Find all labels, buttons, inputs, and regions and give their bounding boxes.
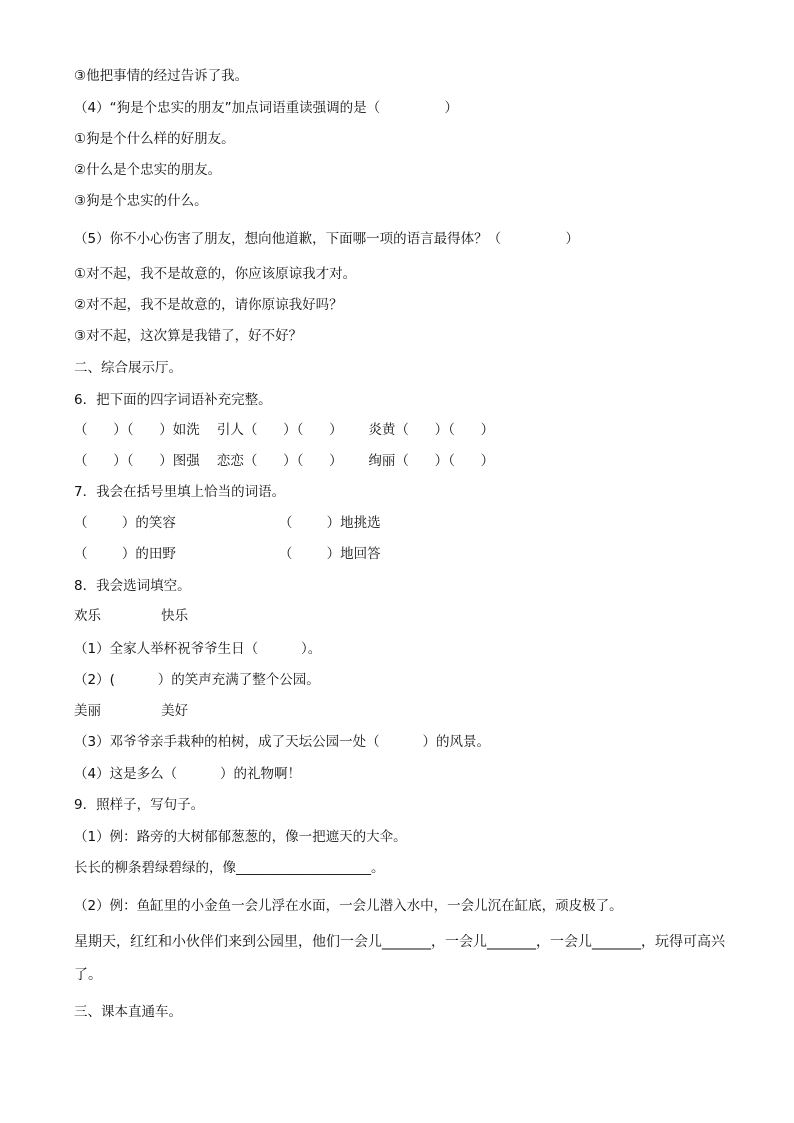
question-5: （5）你不小心伤害了朋友，想向他道歉，下面哪一项的语言最得体？（ ） — [74, 231, 579, 247]
section-2-title: 二、综合展示厅。 — [74, 360, 182, 376]
q7-row-2: （ ）的田野 （ ）地回答 — [74, 546, 381, 562]
q6-row-2: （ ）（ ）图强 恋恋（ ）（ ） 绚丽（ ）（ ） — [74, 453, 495, 469]
section-3-title: 三、课本直通车。 — [74, 1004, 182, 1020]
q8-item-4: （4）这是多么（ ）的礼物啊！ — [74, 766, 302, 782]
q9-fill-1: 长长的柳条碧绿碧绿的，像____________________。 — [74, 860, 385, 876]
q8-word-choices-2: 美丽 美好 — [74, 703, 189, 719]
line-q5-option1: ①对不起，我不是故意的，你应该原谅我才对。 — [74, 266, 357, 282]
question-4: （4）“狗是个忠实的朋友”加点词语重读强调的是（ ） — [74, 100, 458, 116]
q7-row-1: （ ）的笑容 （ ）地挑选 — [74, 515, 381, 531]
q9-fill-2-line-1: 星期天，红红和小伙伴们来到公园里，他们一会儿_______，一会儿_______，一会儿_______，玩得可高兴 — [74, 934, 725, 950]
line-q4-option2: ②什么是个忠实的朋友。 — [74, 162, 222, 178]
line-q4-item3: ③他把事情的经过告诉了我。 — [74, 68, 249, 84]
question-6: 6．把下面的四字词语补充完整。 — [74, 392, 272, 408]
q8-item-3: （3）邓爷爷亲手栽种的柏树，成了天坛公园一处（ ）的风景。 — [74, 734, 491, 750]
q9-example-1: （1）例：路旁的大树郁郁葱葱的，像一把遮天的大伞。 — [74, 829, 407, 845]
q8-word-choices-1: 欢乐 快乐 — [74, 608, 189, 624]
line-q5-option3: ③对不起，这次算是我错了，好不好？ — [74, 328, 303, 344]
question-7: 7．我会在括号里填上恰当的词语。 — [74, 484, 286, 500]
q9-fill-2-line-2: 了。 — [74, 967, 102, 983]
line-q4-option1: ①狗是个什么样的好朋友。 — [74, 131, 235, 147]
question-8: 8．我会选词填空。 — [74, 578, 191, 594]
q8-item-2: （2）( ）的笑声充满了整个公园。 — [74, 672, 320, 688]
question-9: 9．照样子，写句子。 — [74, 797, 205, 813]
q9-example-2: （2）例：鱼缸里的小金鱼一会儿浮在水面，一会儿潜入水中，一会儿沉在缸底，顽皮极了。 — [74, 898, 623, 914]
q8-item-1: （1）全家人举杯祝爷爷生日（ ）。 — [74, 641, 322, 657]
line-q4-option3: ③狗是个忠实的什么。 — [74, 193, 208, 209]
q6-row-1: （ ）（ ）如洗 引人（ ）（ ） 炎黄（ ）（ ） — [74, 422, 495, 438]
line-q5-option2: ②对不起，我不是故意的，请你原谅我好吗？ — [74, 297, 343, 313]
